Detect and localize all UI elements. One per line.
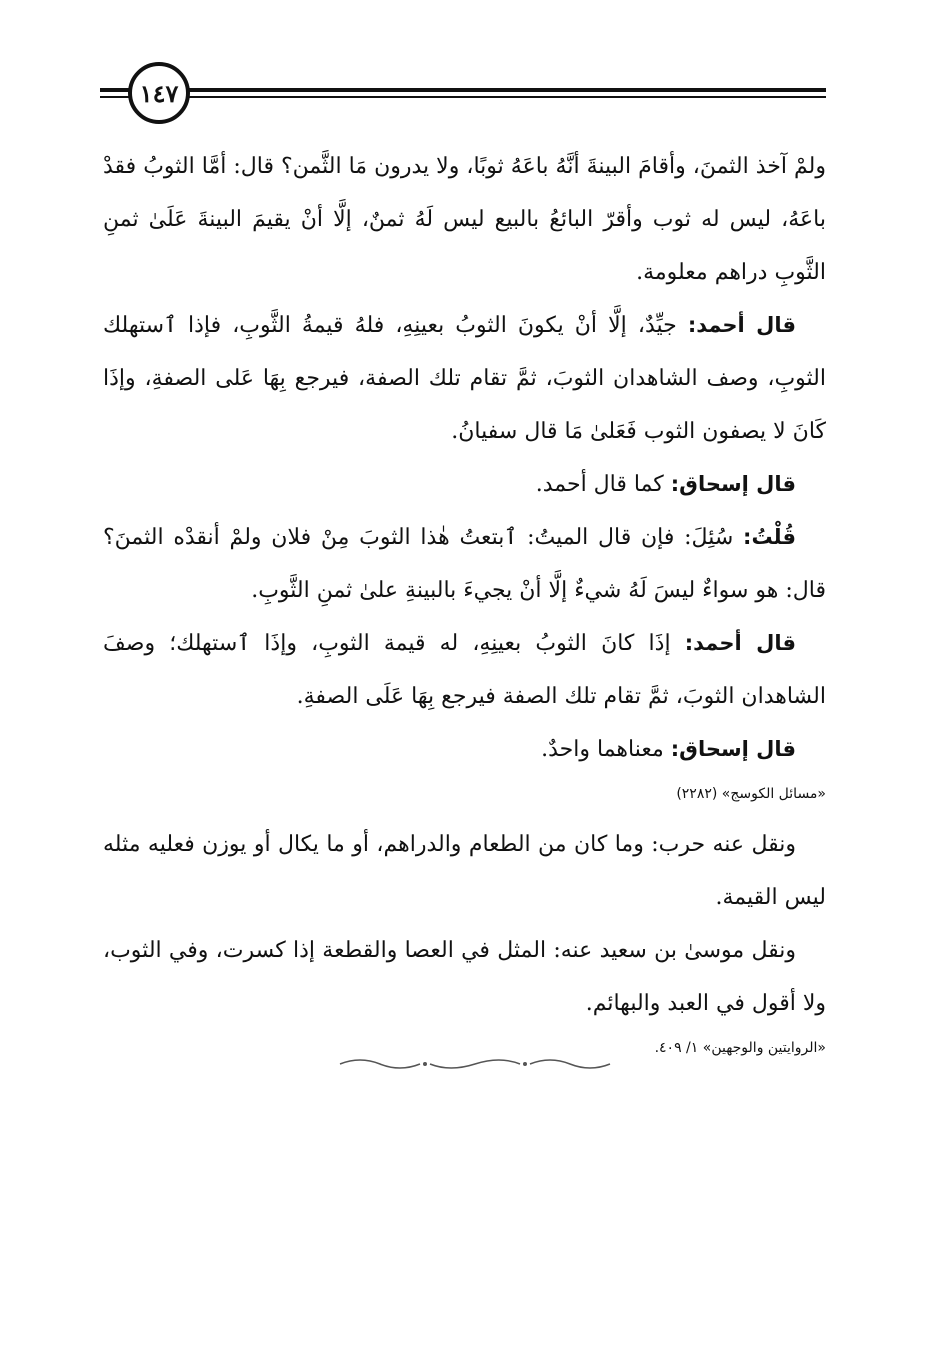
- closing-ornament: [330, 1054, 620, 1074]
- paragraph: ولمْ آخذ الثمنَ، وأقامَ البينةَ أنَّهُ باعَهُ ثوبًا، ولا يدرون مَا الثَّمن؟ قال: أمَّا الثوبُ فقدْ باعَهُ، ليس له ثوب وأقرّ البائعُ بالبيع ليس لَهُ ثمنٌ، إلَّا أنْ يقيمَ البينةَ عَلَىٰ ثمنِ الثَّوبِ دراهم معلومة.: [103, 154, 826, 285]
- paragraph: [103, 723, 826, 776]
- speaker-label: قُلْتُ:: [743, 525, 796, 549]
- paragraph: [103, 299, 826, 458]
- paragraph: [103, 511, 826, 617]
- page-header: [100, 60, 826, 132]
- paragraph-text: جيِّدٌ، إلَّا أنْ يكونَ الثوبُ بعينِهِ، فلهُ قيمةُ الثَّوبِ، فإذا ٱستهلك الثوبِ، وصف الشاهدان الثوبَ، ثمَّ تقام تلك الصفة، فيرجع بِهَا عَلى الصفةِ، وإذَا كَانَ لا يصفون الثوب فَعَلىٰ مَا قال سفيانُ.: [103, 313, 826, 444]
- header-rule-thick: [100, 88, 826, 92]
- source-citation: «مسائل الكوسج» (٢٢٨٢): [676, 786, 826, 802]
- paragraph: [103, 458, 826, 511]
- speaker-label: قال أحمد:: [687, 313, 796, 337]
- page-number: ١٤٧: [128, 62, 190, 124]
- paragraph-text: كما قال أحمد.: [535, 472, 664, 497]
- source-citation: «الروايتين والوجهين» ١/ ٤٠٩.: [654, 1040, 826, 1056]
- page-body: [103, 140, 826, 1072]
- paragraph: ونقل عنه حرب: وما كان من الطعام والدراهم، أو ما يكال أو يوزن فعليه مثله ليس القيمة.: [103, 832, 826, 910]
- header-rule-thin: [100, 96, 826, 98]
- speaker-label: قال إسحاق:: [670, 737, 796, 761]
- paragraph-text: إذَا كانَ الثوبُ بعينِهِ، له قيمة الثوبِ، وإذَا ٱستهلك؛ وصفَ الشاهدان الثوبَ، ثمَّ تقام تلك الصفة فيرجع بِهَا عَلَى الصفةِ.: [103, 631, 826, 709]
- paragraph: [103, 617, 826, 723]
- speaker-label: قال أحمد:: [684, 631, 796, 655]
- paragraph-text: معناهما واحدٌ.: [541, 737, 664, 762]
- paragraph-text: سُئِلَ: فإن قال الميتُ: ٱبتعتُ هٰذا الثوبَ مِنْ فلان ولمْ أنقدْه الثمنَ؟ قال: هو سواءٌ ليسَ لَهُ شيءٌ إلَّا أنْ يجيءَ بالبينةِ علىٰ ثمنِ الثَّوبِ.: [103, 525, 826, 603]
- paragraph: ونقل موسىٰ بن سعيد عنه: المثل في العصا والقطعة إذا كسرت، وفي الثوب، ولا أقول في العبد والبهائم.: [103, 938, 826, 1016]
- speaker-label: قال إسحاق:: [670, 472, 796, 496]
